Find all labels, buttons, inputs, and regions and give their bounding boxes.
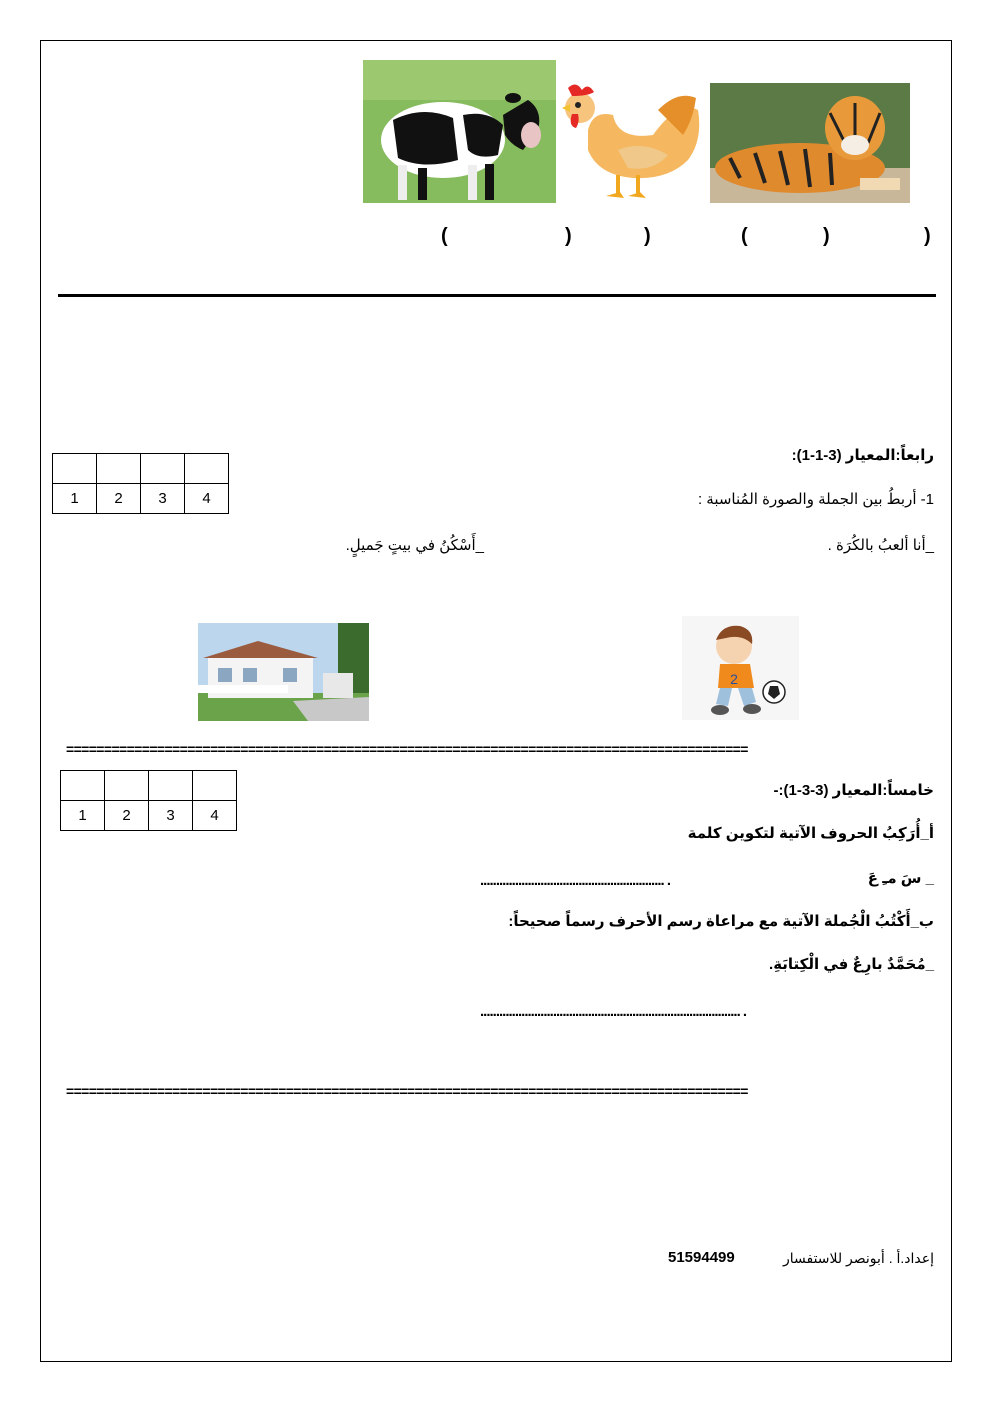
answer-paren-1: ( [441, 225, 448, 247]
score-label: 1 [61, 801, 105, 831]
score-label: 1 [53, 484, 97, 514]
answer-paren-5: ) [823, 225, 830, 247]
section5-part-b: ب_أَكْتُبُ الْجُملة الآتية مع مراعاة رسم الأحرف رسماً صحيحاً: [508, 913, 934, 930]
answer-paren-4: ( [741, 225, 748, 247]
footer-prepared-by: إعداد.أ . أبونصر للاستفسار [782, 1250, 934, 1266]
section5-answer-line-a[interactable]: .......................................................... . [480, 872, 671, 889]
boy-football-image [682, 616, 799, 720]
section5-letters: _ سَ مـِ عَ [867, 870, 934, 887]
score-box[interactable] [193, 771, 237, 801]
score-label: 2 [105, 801, 149, 831]
section5-score-table [60, 770, 237, 831]
footer-phone: 51594499 [668, 1249, 735, 1266]
score-box[interactable] [141, 454, 185, 484]
score-label: 3 [141, 484, 185, 514]
section-divider [58, 294, 936, 297]
score-box[interactable] [149, 771, 193, 801]
score-box[interactable] [105, 771, 149, 801]
section4-sentence-house: _أَسْكُنُ في بيتٍ جَميلٍ. [345, 537, 484, 554]
score-box[interactable] [61, 771, 105, 801]
separator-1: ========================================================================================== [66, 742, 748, 756]
house-image [198, 623, 369, 721]
score-label: 4 [185, 484, 229, 514]
answer-paren-3: ) [644, 225, 651, 247]
tiger-image [710, 83, 910, 203]
cow-image [363, 60, 556, 203]
section5-heading: خامساً:المعيار (3-3-1):- [773, 782, 934, 799]
svg-text:2: 2 [730, 671, 738, 687]
score-label: 3 [149, 801, 193, 831]
section4-heading: رابعاً:المعيار (3-1-1): [791, 447, 934, 464]
score-box[interactable] [53, 454, 97, 484]
section4-sentence-ball: _أنا ألعبُ بالكُرَة . [827, 537, 934, 554]
score-box[interactable] [97, 454, 141, 484]
section5-sentence: _مُحَمَّدٌ بارِعٌ في الْكِتابَةِ. [769, 956, 934, 973]
score-box[interactable] [185, 454, 229, 484]
rooster-image [558, 80, 708, 205]
section5-answer-line-b[interactable]: .................................................................................. . [480, 1003, 747, 1020]
score-label: 4 [193, 801, 237, 831]
page-border [40, 40, 952, 1362]
answer-paren-2: ) [565, 225, 572, 247]
section4-score-table [52, 453, 229, 514]
score-label: 2 [97, 484, 141, 514]
section4-question: 1- أربطُ بين الجملة والصورة المُناسبة : [697, 491, 934, 508]
section5-part-a: أ_أُرَكِبُ الحروف الآتية لتكوين كلمة [687, 825, 934, 842]
answer-paren-6: ) [924, 225, 931, 247]
separator-2: ========================================================================================== [66, 1084, 748, 1098]
